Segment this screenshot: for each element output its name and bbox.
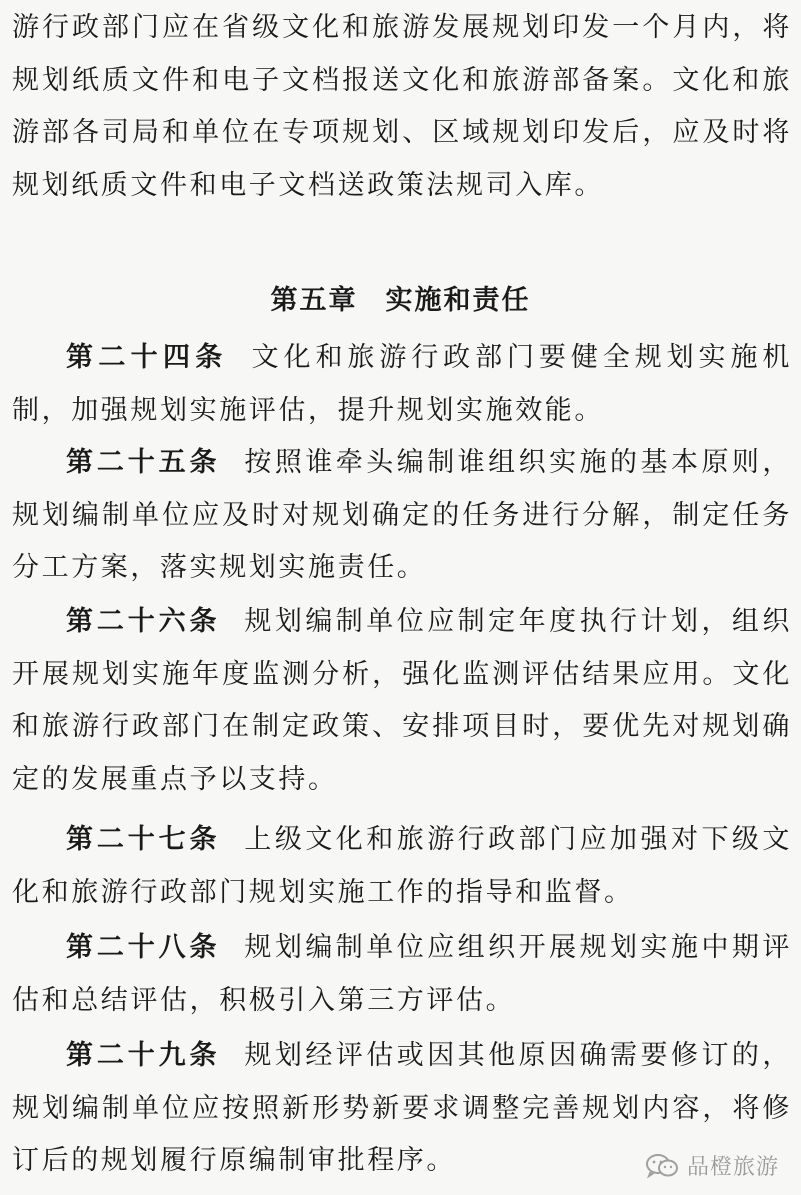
article-text: 按照谁牵头编制谁组织实施的基本原则，规划编制单位应及时对规划确定的任务进行分解，制定任务分工方案，落实规划实施责任。 [12, 447, 793, 583]
article-text: 规划经评估或因其他原因确需要修订的，规划编制单位应按照新形势新要求调整完善规划内容，将修订后的规划履行原编制审批程序。 [12, 1040, 793, 1176]
chapter-heading [0, 277, 801, 325]
chapter-number: 第五章 [270, 285, 358, 316]
wechat-icon [645, 1153, 679, 1179]
article-number: 第二十八条 [66, 932, 221, 963]
article-24 [12, 332, 792, 437]
article-number: 第二十五条 [66, 447, 221, 478]
intro-paragraph: 游行政部门应在省级文化和旅游发展规划印发一个月内，将规划纸质文件和电子文档报送文化和旅游部备案。文化和旅游部各司局和单位在专项规划、区域规划印发后，应及时将规划纸质文件和电子文档送政策法规司入库。 [12, 12, 792, 201]
article-number: 第二十九条 [66, 1040, 221, 1071]
article-25 [12, 437, 792, 595]
watermark-text: 品橙旅游 [686, 1155, 779, 1180]
article-number: 第二十四条 [66, 342, 228, 373]
article-text: 上级文化和旅游行政部门应加强对下级文化和旅游行政部门规划实施工作的指导和监督。 [12, 824, 793, 908]
article-26 [12, 596, 792, 806]
chapter-title: 实施和责任 [385, 285, 531, 316]
article-number: 第二十七条 [66, 824, 221, 855]
article-text: 规划编制单位应组织开展规划实施中期评估和总结评估，积极引入第三方评估。 [12, 932, 793, 1016]
article-28 [12, 922, 792, 1027]
article-number: 第二十六条 [66, 606, 221, 637]
article-text: 文化和旅游行政部门要健全规划实施机制，加强规划实施评估，提升规划实施效能。 [12, 342, 793, 426]
article-27 [12, 814, 792, 919]
watermark [645, 1150, 779, 1181]
article-text: 规划编制单位应制定年度执行计划，组织开展规划实施年度监测分析，强化监测评估结果应用。文化和旅游行政部门在制定政策、安排项目时，要优先对规划确定的发展重点予以支持。 [12, 606, 793, 795]
